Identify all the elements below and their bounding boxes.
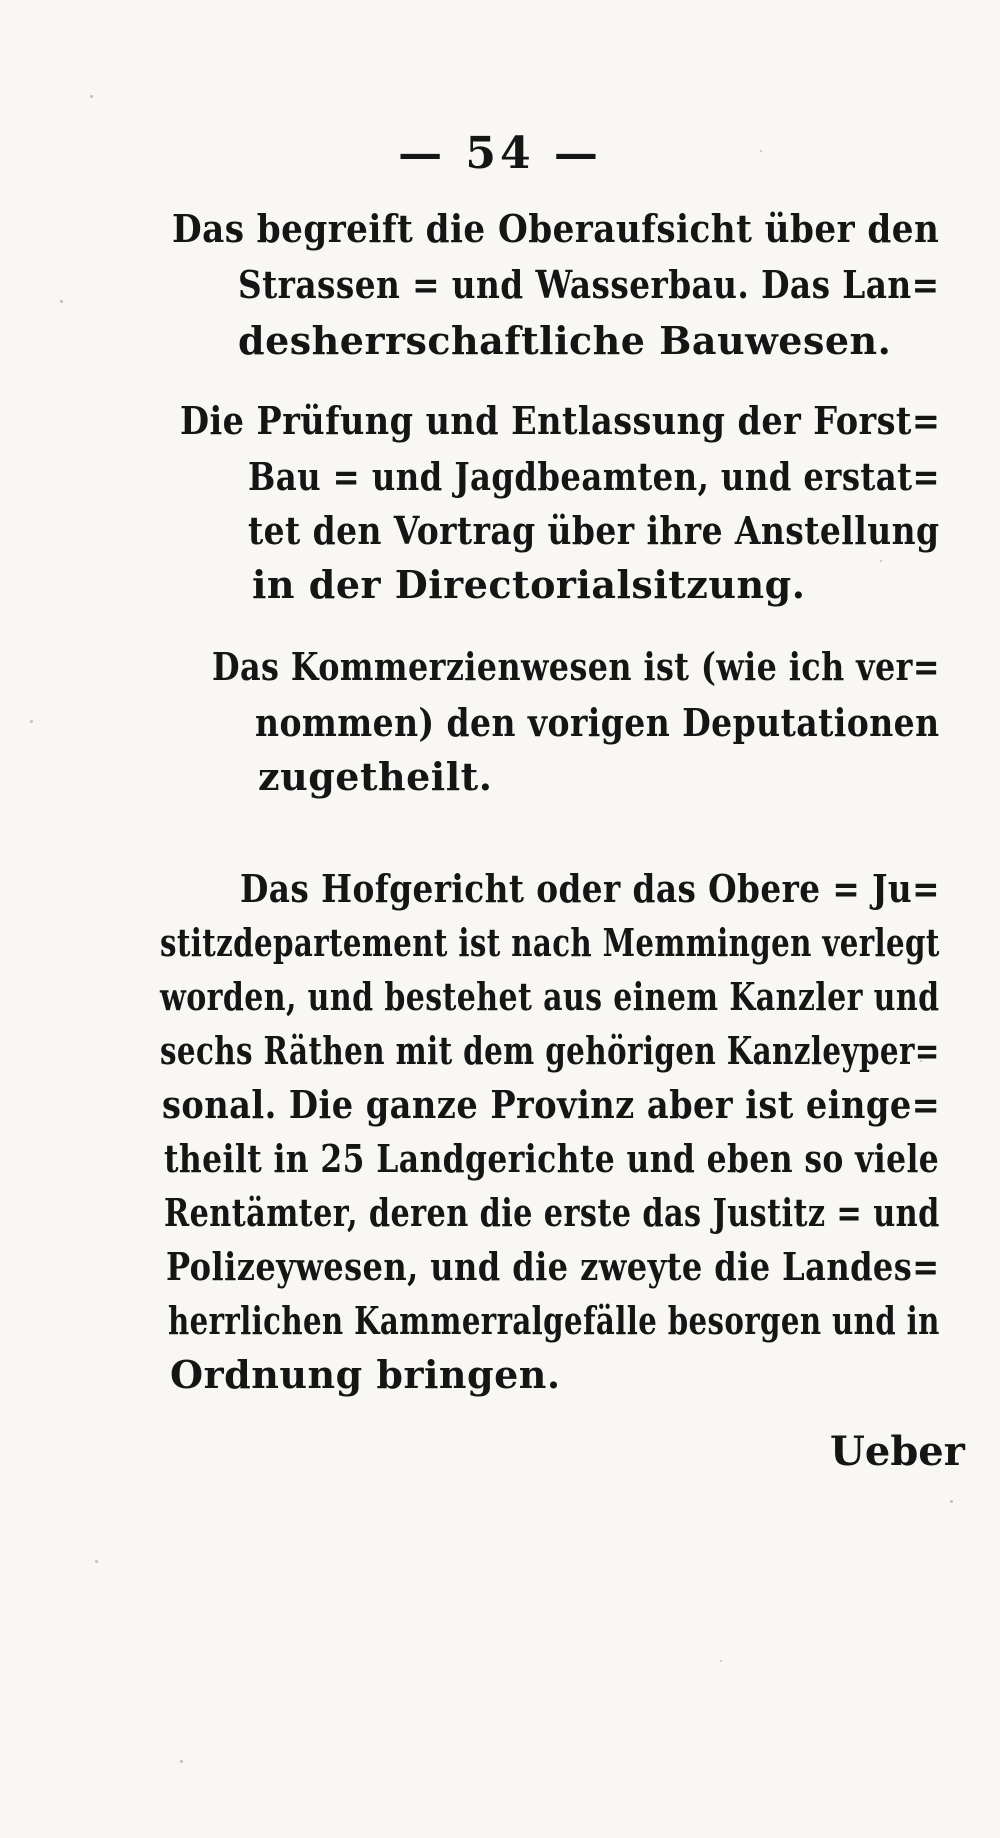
text-line: Die Prüfung und Entlassung der Forst=	[180, 398, 941, 443]
paper-speck	[720, 1660, 722, 1662]
paper-speck	[950, 1500, 953, 1503]
text-line: Polizeywesen, und die zweyte die Landes=	[166, 1244, 940, 1289]
paper-speck	[880, 560, 882, 562]
text-line: zugetheilt.	[258, 754, 493, 799]
text-line: theilt in 25 Landgerichte und eben so viele	[164, 1136, 940, 1181]
page-number: — 54 —	[398, 128, 602, 179]
paper-speck	[30, 720, 33, 723]
paper-speck	[920, 1060, 922, 1062]
text-line: Rentämter, deren die erste das Justitz = und	[164, 1190, 940, 1235]
paper-speck	[60, 300, 63, 303]
text-line: Das Hofgericht oder das Obere = Ju=	[240, 866, 940, 911]
text-line: Das Kommerzienwesen ist (wie ich ver=	[212, 644, 940, 689]
paper-speck	[90, 95, 93, 98]
text-line: Bau = und Jagdbeamten, und erstat=	[248, 454, 940, 499]
text-line: herrlichen Kammerralgefälle besorgen und in	[168, 1298, 940, 1343]
text-line: stitzdepartement ist nach Memmingen verlegt	[160, 920, 940, 965]
text-line: desherrschaftliche Bauwesen.	[238, 318, 892, 363]
text-line: Ordnung bringen.	[170, 1352, 561, 1397]
paper-speck	[95, 1560, 98, 1563]
paper-speck	[180, 1760, 183, 1763]
text-line: tet den Vortrag über ihre Anstellung	[248, 508, 940, 553]
text-line: Strassen = und Wasserbau. Das Lan=	[238, 262, 940, 307]
text-line: sechs Räthen mit dem gehörigen Kanzleyper=	[160, 1028, 940, 1073]
catchword: Ueber	[830, 1428, 965, 1475]
text-line: Das begreift die Oberaufsicht über den	[172, 206, 940, 251]
text-line: worden, und bestehet aus einem Kanzler und	[160, 974, 940, 1019]
paper-speck	[760, 150, 762, 152]
text-line: sonal. Die ganze Provinz aber ist einge=	[162, 1082, 941, 1127]
text-line: nommen) den vorigen Deputationen	[255, 700, 940, 745]
text-line: in der Directorialsitzung.	[252, 562, 806, 607]
